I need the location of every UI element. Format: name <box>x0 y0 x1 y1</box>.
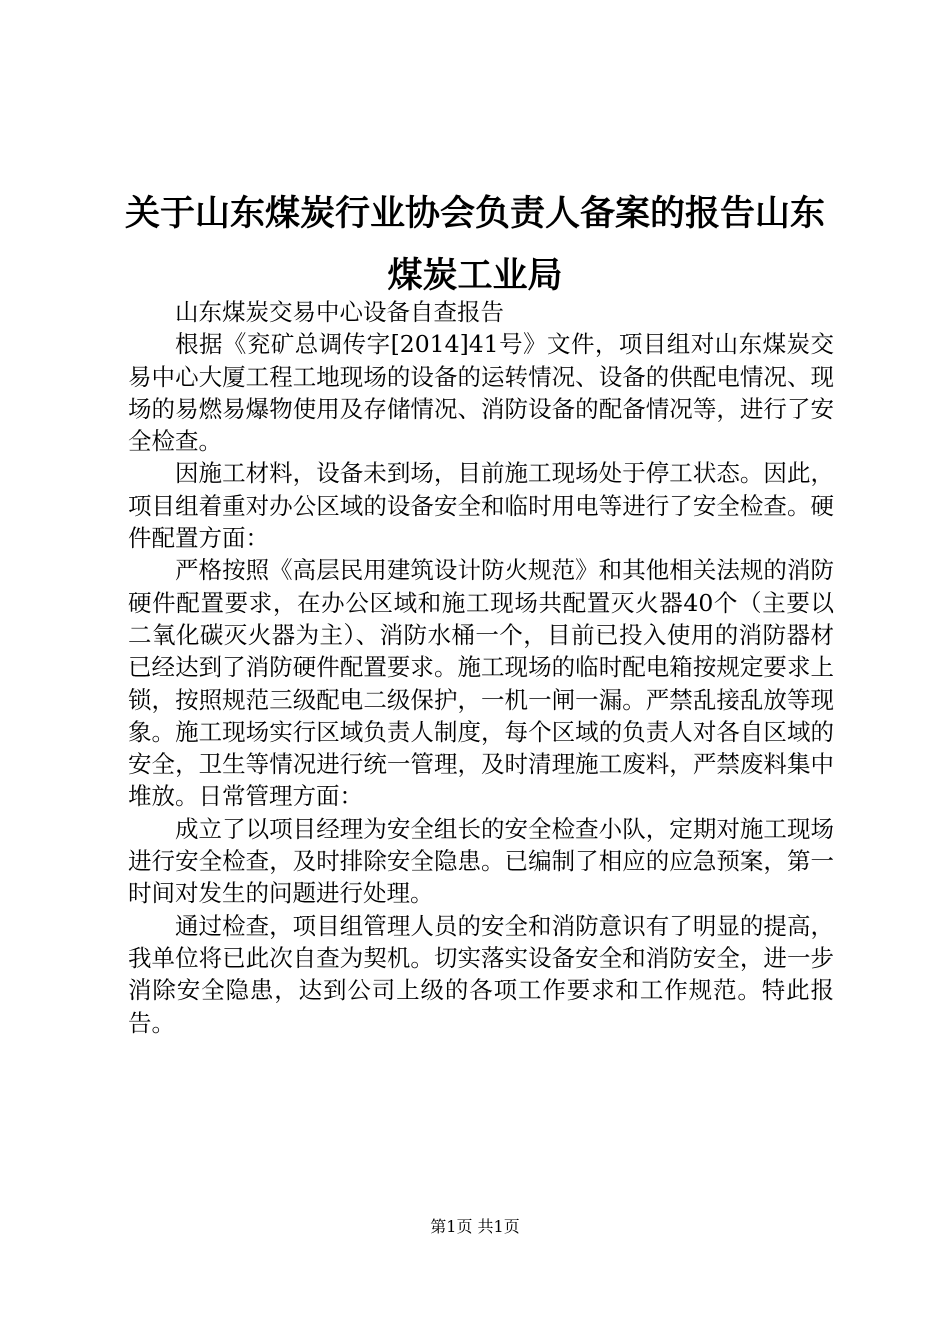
body-paragraph: 严格按照《高层民用建筑设计防火规范》和其他相关法规的消防硬件配置要求，在办公区域和施工现场共配置灭火器40个（主要以二氧化碳灭火器为主）、消防水桶一个，目前已投入使用的消防器材已经达到了消防硬件配置要求。施工现场的临时配电箱按规定要求上锁，按照规范三级配电二级保护，一机一闸一漏。严禁乱接乱放等现象。施工现场实行区域负责人制度，每个区域的负责人对各自区域的安全，卫生等情况进行统一管理，及时清理施工废料，严禁废料集中堆放。日常管理方面： <box>128 556 834 811</box>
body-paragraph: 因施工材料，设备未到场，目前施工现场处于停工状态。因此，项目组着重对办公区域的设备安全和临时用电等进行了安全检查。硬件配置方面： <box>128 459 834 553</box>
document-title: 关于山东煤炭行业协会负责人备案的报告山东煤炭工业局 <box>124 194 825 296</box>
body-paragraph: 山东煤炭交易中心设备自查报告 <box>175 298 504 326</box>
body-paragraph: 通过检查，项目组管理人员的安全和消防意识有了明显的提高，我单位将已此次自查为契机。切实落实设备安全和消防安全，进一步消除安全隐患，达到公司上级的各项工作要求和工作规范。特此报告。 <box>128 911 834 1037</box>
body-paragraph: 根据《兖矿总调传字[2014]41号》文件，项目组对山东煤炭交易中心大厦工程工地现场的设备的运转情况、设备的供配电情况、现场的易燃易爆物使用及存储情况、消防设备的配备情况等，进行了安全检查。 <box>128 330 834 456</box>
document-body <box>128 296 834 1039</box>
page-footer: 第1页 共1页 <box>430 1217 520 1236</box>
body-paragraph: 成立了以项目经理为安全组长的安全检查小队，定期对施工现场进行安全检查，及时排除安全隐患。已编制了相应的应急预案，第一时间对发生的问题进行处理。 <box>128 814 834 908</box>
